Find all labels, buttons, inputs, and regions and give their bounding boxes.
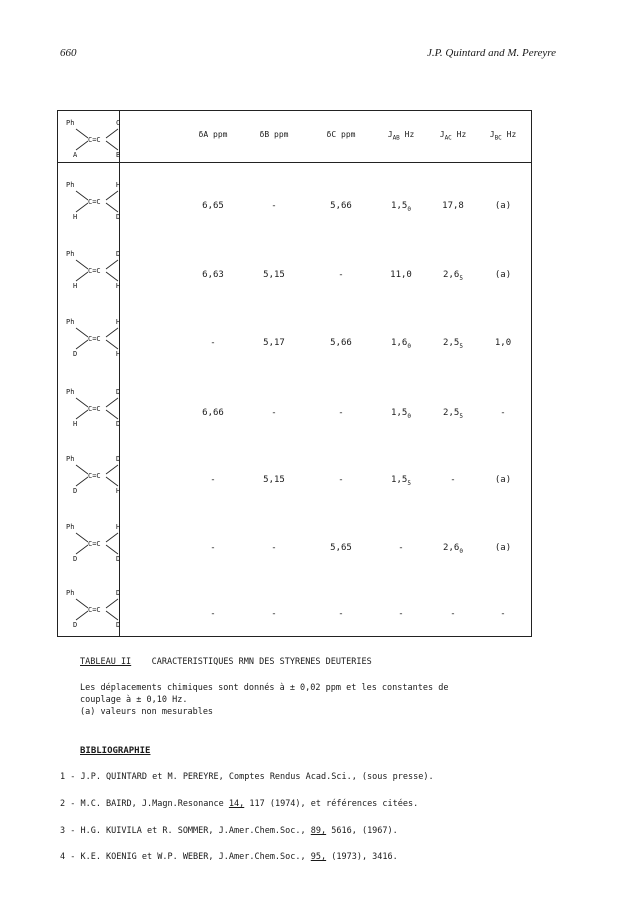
substituent-bottom-left: D [73, 555, 78, 563]
column-header: δB ppm [259, 130, 289, 139]
molecule-structure [60, 451, 120, 501]
substituent-bottom-left: H [73, 282, 78, 290]
table-cell: (a) [494, 475, 512, 485]
running-header-authors: J.P. Quintard and M. Pereyre [426, 47, 556, 59]
table-header-divider [57, 162, 532, 163]
column-header: $J_{AC}$ Hz [439, 130, 467, 142]
substituent-bottom-right: D [116, 213, 121, 221]
table-caption [80, 657, 372, 667]
table-cell: 5,66 [330, 201, 352, 211]
table-cell: $1,5_5$ [391, 475, 411, 487]
substituent-bottom-right: H [116, 350, 121, 358]
table-cell: - [271, 201, 277, 211]
substituent-bottom-right: D [116, 555, 121, 563]
substituent-top-right: D [116, 250, 121, 258]
substituent-top-right: D [116, 589, 121, 597]
molecule-structure [60, 314, 120, 364]
double-bond-label: C=C [88, 472, 101, 480]
table-cell: - [271, 543, 277, 553]
molecule-structure [60, 177, 120, 227]
double-bond-label: C=C [88, 198, 101, 206]
table-cell: - [210, 543, 216, 553]
substituent-top-right: H [116, 523, 121, 531]
molecule-structure [60, 519, 120, 569]
substituent-top-right: H [116, 318, 121, 326]
bibliography-entry: 3 - H.G. KUIVILA et R. SOMMER, J.Amer.Chem.Soc., 89, 5616, (1967). [60, 826, 398, 836]
table-cell: $1,5_0$ [391, 408, 411, 420]
substituent-bottom-right: H [116, 282, 121, 290]
bibliography-entry: 4 - K.E. KOENIG et W.P. WEBER, J.Amer.Chem.Soc., 95, (1973), 3416. [60, 852, 398, 862]
table-caption-text: CARACTERISTIQUES RMN DES STYRENES DEUTERIES [151, 657, 372, 667]
substituent-bottom-left: D [73, 487, 78, 495]
substituent-ph: Ph [66, 119, 75, 127]
substituent-bottom-left: H [73, 213, 78, 221]
molecule-structure [60, 585, 120, 635]
table-cell: 1,0 [494, 338, 512, 348]
molecule-structure [60, 384, 120, 434]
table-cell: - [500, 408, 506, 418]
table-cell: (a) [494, 201, 512, 211]
substituent-top-right: D [116, 388, 121, 396]
substituent-bottom-right: H [116, 487, 121, 495]
table-cell: - [210, 475, 216, 485]
table-cell: - [450, 475, 456, 485]
table-cell: 11,0 [390, 270, 412, 280]
substituent-bottom-left: D [73, 350, 78, 358]
column-header: $J_{BC}$ Hz [489, 130, 517, 142]
table-note-line: Les déplacements chimiques sont donnés à ± 0,02 ppm et les constantes de [80, 683, 449, 693]
table-cell: - [338, 475, 344, 485]
bibliography-heading: BIBLIOGRAPHIE [80, 746, 151, 756]
table-cell: 5,17 [263, 338, 285, 348]
table-cell: 6,63 [202, 270, 224, 280]
header-molecule-structure [60, 115, 120, 165]
table-cell: 6,66 [202, 408, 224, 418]
table-cell: $1,6_0$ [391, 338, 411, 350]
table-cell: 5,15 [263, 475, 285, 485]
column-header: δC ppm [326, 130, 356, 139]
substituent-ph: Ph [66, 318, 75, 326]
double-bond-label: C=C [88, 335, 101, 343]
column-header: $J_{AB}$ Hz [387, 130, 415, 142]
table-note-line: (a) valeurs non mesurables [80, 707, 214, 717]
substituent-ph: Ph [66, 181, 75, 189]
substituent-top-right: D [116, 455, 121, 463]
table-cell: $2,5_5$ [443, 408, 463, 420]
table-cell: - [338, 408, 344, 418]
bibliography-entry: 1 - J.P. QUINTARD et M. PEREYRE, Comptes Rendus Acad.Sci., (sous presse). [60, 772, 434, 782]
double-bond-label: C=C [88, 267, 101, 275]
table-cell: - [398, 609, 404, 619]
table-cell: $2,6_0$ [443, 543, 463, 555]
substituent-bottom-right: B [116, 151, 121, 159]
nmr-table [57, 110, 532, 637]
table-cell: 17,8 [442, 201, 464, 211]
substituent-ph: Ph [66, 388, 75, 396]
table-cell: $1,5_0$ [391, 201, 411, 213]
substituent-top-right: H [116, 181, 121, 189]
table-caption-title: TABLEAU II [80, 657, 132, 667]
substituent-bottom-right: D [116, 621, 121, 629]
table-cell: - [338, 609, 344, 619]
table-cell: $2,6_5$ [443, 270, 463, 282]
substituent-top-right: C [116, 119, 121, 127]
substituent-bottom-left: A [73, 151, 78, 159]
double-bond-label: C=C [88, 606, 101, 614]
double-bond-label: C=C [88, 540, 101, 548]
table-cell: 5,15 [263, 270, 285, 280]
table-cell: - [338, 270, 344, 280]
double-bond-label: C=C [88, 136, 101, 144]
table-cell: 6,65 [202, 201, 224, 211]
table-note-line: couplage à ± 0,10 Hz. [80, 695, 188, 705]
table-cell: (a) [494, 543, 512, 553]
substituent-ph: Ph [66, 523, 75, 531]
substituent-ph: Ph [66, 455, 75, 463]
table-cell: 5,66 [330, 338, 352, 348]
table-cell: - [271, 408, 277, 418]
table-cell: (a) [494, 270, 512, 280]
table-cell: - [398, 543, 404, 553]
molecule-structure [60, 246, 120, 296]
table-cell: - [210, 609, 216, 619]
substituent-ph: Ph [66, 589, 75, 597]
substituent-ph: Ph [66, 250, 75, 258]
double-bond-label: C=C [88, 405, 101, 413]
column-header: δA ppm [198, 130, 228, 139]
table-cell: - [450, 609, 456, 619]
substituent-bottom-left: H [73, 420, 78, 428]
table-cell: 5,65 [330, 543, 352, 553]
bibliography-entry: 2 - M.C. BAIRD, J.Magn.Resonance 14, 117 (1974), et références citées. [60, 799, 419, 809]
page-number: 660 [60, 47, 77, 59]
table-cell: - [500, 609, 506, 619]
table-cell: - [210, 338, 216, 348]
substituent-bottom-left: D [73, 621, 78, 629]
table-cell: - [271, 609, 277, 619]
substituent-bottom-right: D [116, 420, 121, 428]
table-cell: $2,5_5$ [443, 338, 463, 350]
